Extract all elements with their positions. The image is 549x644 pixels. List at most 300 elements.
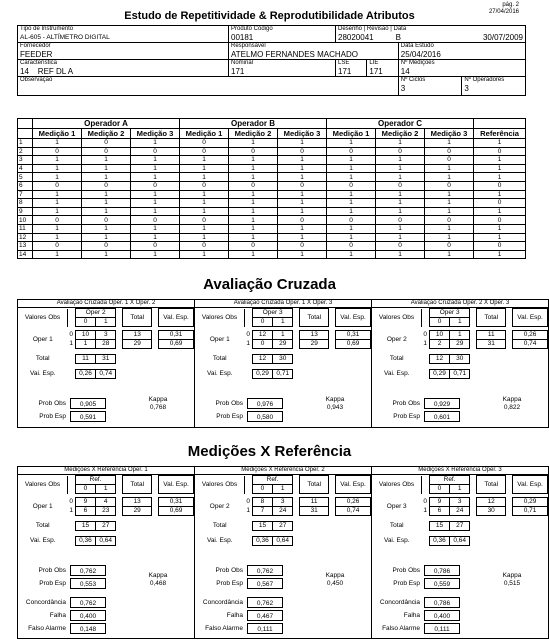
measurements-count-value: 14 — [400, 67, 410, 76]
row-number: 6 — [18, 181, 33, 190]
measurement-cell: 1 — [327, 190, 376, 199]
measurement-cell: 1 — [278, 139, 327, 148]
drawing-revision: B — [395, 33, 401, 42]
expected-cell: 0,74 — [96, 370, 116, 379]
measurement-cell: 0 — [327, 147, 376, 156]
panel-title: Avaliação Cruzada Oper. 2 X Oper. 3 — [372, 300, 548, 308]
measurement-cell: 0 — [180, 242, 229, 251]
expected-probability-value: 0,567 — [247, 578, 283, 589]
column-total: 15 — [429, 522, 449, 531]
lse-cell — [336, 60, 367, 76]
false-alarm-label: Falso Alarme — [382, 625, 420, 632]
contingency-table — [372, 475, 548, 546]
count-cell: 3 — [273, 498, 293, 507]
measurement-row — [18, 164, 526, 173]
row-number: 4 — [18, 164, 33, 173]
contingency-table — [18, 308, 194, 379]
row-operator-label: Oper 1 — [32, 335, 53, 343]
measurement-cell: 1 — [474, 156, 526, 165]
measurement-cell: 1 — [82, 173, 131, 182]
row-total: 13 — [300, 331, 329, 340]
column-zero: 0 — [75, 485, 95, 494]
measurement-cell: 1 — [33, 164, 82, 173]
kappa-block — [128, 572, 188, 588]
expected-cell: 0,29 — [252, 370, 272, 379]
column-total: 12 — [429, 355, 449, 364]
drawing-cell — [336, 26, 526, 43]
drawing-values — [338, 33, 523, 42]
study-header — [17, 25, 526, 96]
row-number: 1 — [18, 139, 33, 148]
ref-panel — [371, 466, 549, 639]
measurement-row — [18, 181, 526, 190]
operators-count-value: 3 — [464, 84, 469, 93]
agreement-value: 0,762 — [70, 597, 106, 608]
measurement-cell: 1 — [180, 164, 229, 173]
operator-group-header: Operador A — [33, 119, 180, 129]
measurement-column-header: Medição 1 — [327, 129, 376, 139]
measurement-cell: 1 — [131, 139, 180, 148]
expected-probability-value: 0,553 — [70, 578, 106, 589]
total-header: Total — [123, 309, 152, 327]
measurement-cell: 1 — [474, 173, 526, 182]
column-total: 12 — [252, 355, 272, 364]
measurement-cell: 1 — [327, 173, 376, 182]
measurement-row — [18, 147, 526, 156]
measurement-cell: 0 — [474, 199, 526, 208]
row-number: 5 — [18, 173, 33, 182]
measurement-cell: 0 — [278, 147, 327, 156]
count-cell: 10 — [75, 331, 95, 340]
column-operator-label: Oper 3 — [429, 309, 470, 318]
observed-probability-value: 0,976 — [247, 398, 283, 409]
row-operator-label: Oper 3 — [386, 502, 407, 510]
measurement-row — [18, 242, 526, 251]
column-one: 1 — [96, 318, 116, 327]
instrument-type-value: AL-605 - ALTÍMETRO DIGITAL — [20, 34, 110, 41]
print-date: 27/04/2016 — [488, 9, 519, 15]
observed-probability-value: 0,929 — [424, 398, 460, 409]
measurement-cell: 1 — [33, 139, 82, 148]
measurement-row — [18, 207, 526, 216]
measurement-cell: 1 — [474, 224, 526, 233]
lse-value: 171 — [338, 67, 352, 76]
measurement-cell: 1 — [229, 233, 278, 242]
measurement-cell: 0 — [425, 242, 474, 251]
miss-rate-value: 0,467 — [247, 610, 283, 621]
measurement-cell: 0 — [229, 181, 278, 190]
observation-cell — [18, 77, 399, 96]
measurement-column-header: Medição 3 — [425, 129, 474, 139]
observed-probability-label: Prob Obs — [392, 567, 420, 574]
measurement-cell: 0 — [327, 181, 376, 190]
observed-values-label: Valores Obs — [372, 309, 422, 327]
false-alarm-label: Falso Alarme — [28, 625, 66, 632]
measurement-cell: 1 — [180, 156, 229, 165]
measurement-cell: 1 — [425, 233, 474, 242]
miss-rate-label: Falha — [49, 612, 66, 619]
measurement-cell: 1 — [33, 250, 82, 259]
expected-probability-label: Prob Esp — [216, 413, 243, 420]
characteristic-cell — [18, 60, 229, 77]
measurement-column-header: Medição 1 — [33, 129, 82, 139]
measurement-cell: 1 — [376, 199, 425, 208]
row-expected: 0,69 — [159, 507, 194, 516]
expected-value-header: Val. Esp. — [159, 309, 194, 327]
column-zero: 0 — [429, 318, 449, 327]
kappa-block — [482, 572, 542, 588]
column-total: 31 — [96, 355, 116, 364]
measurement-cell: 0 — [82, 242, 131, 251]
kappa-value: 0,768 — [149, 404, 167, 411]
observed-probability-value: 0,786 — [424, 565, 460, 576]
observation-label: Observação — [20, 77, 53, 83]
measurement-cell: 0 — [180, 139, 229, 148]
measurement-cell: 1 — [180, 207, 229, 216]
measurement-cell: 1 — [33, 224, 82, 233]
expected-value-header: Val. Esp. — [336, 309, 371, 327]
kappa-label: Kappa — [325, 572, 345, 579]
measurement-cell: 1 — [33, 207, 82, 216]
agreement-label: Concordância — [379, 599, 420, 606]
reference-group-header — [474, 119, 526, 129]
measurement-cell: 0 — [180, 216, 229, 225]
column-zero: 0 — [75, 318, 95, 327]
measurements-count-cell — [398, 60, 525, 77]
total-header: Total — [300, 309, 329, 327]
measurement-cell: 1 — [425, 224, 474, 233]
cross-panel — [17, 299, 195, 428]
observed-probability-label: Prob Obs — [215, 567, 243, 574]
nominal-label: Nominal — [231, 60, 254, 66]
agreement-label: Concordância — [202, 599, 243, 606]
row-zero: 0 — [69, 498, 73, 505]
measurement-cell: 1 — [180, 199, 229, 208]
kappa-label: Kappa — [502, 572, 522, 579]
measurement-cell: 0 — [82, 147, 131, 156]
product-code-cell — [229, 26, 336, 43]
responsible-label: Responsável — [231, 43, 266, 49]
measurement-cell: 1 — [229, 224, 278, 233]
measurement-column-header: Medição 3 — [131, 129, 180, 139]
column-one: 1 — [273, 485, 293, 494]
expected-cell: 0,64 — [450, 537, 470, 546]
false-alarm-value: 0,111 — [247, 623, 283, 634]
limits-cell — [336, 60, 399, 77]
measurement-cell: 1 — [376, 190, 425, 199]
measurement-row — [18, 250, 526, 259]
reference-section-title: Medições X Referência — [187, 443, 352, 460]
cross-section-title: Avaliação Cruzada — [203, 276, 336, 293]
supplier-label: Fornecedor — [20, 43, 51, 49]
measurement-cell: 0 — [376, 216, 425, 225]
agreement-value: 0,786 — [424, 597, 460, 608]
measurement-cell: 1 — [376, 250, 425, 259]
count-cell: 23 — [96, 507, 116, 516]
kappa-value: 0,822 — [503, 404, 521, 411]
measurement-row — [18, 233, 526, 242]
measurement-column-header: Referência — [474, 129, 526, 139]
ref-panel — [194, 466, 372, 639]
observed-values-label: Valores Obs — [195, 476, 244, 494]
measurement-cell: 1 — [327, 199, 376, 208]
row-total: 30 — [477, 507, 506, 516]
row-expected: 0,26 — [513, 331, 548, 340]
measurement-cell: 1 — [131, 207, 180, 216]
measurement-cell: 1 — [180, 250, 229, 259]
measurement-cell: 0 — [474, 216, 526, 225]
expected-probability-value: 0,559 — [424, 578, 460, 589]
expected-cell: 0,64 — [273, 537, 293, 546]
total-label: Total — [35, 355, 50, 362]
expected-cell: 0,26 — [75, 370, 95, 379]
measurement-cell: 0 — [229, 147, 278, 156]
measurement-cell: 1 — [33, 190, 82, 199]
measurement-cell: 0 — [474, 147, 526, 156]
cycles-operators-cell — [398, 77, 525, 96]
row-total: 11 — [477, 331, 506, 340]
kappa-label: Kappa — [148, 396, 168, 403]
instrument-type-cell — [18, 26, 229, 43]
lie-label: LIE — [369, 60, 379, 66]
page-label: pág. 2 — [502, 2, 519, 8]
expected-cell: 0,71 — [273, 370, 293, 379]
measurement-cell: 1 — [474, 250, 526, 259]
observed-probability-value: 0,905 — [70, 398, 106, 409]
contingency-table — [372, 308, 548, 379]
measurement-row — [18, 224, 526, 233]
kappa-label: Kappa — [148, 572, 168, 579]
corner-cell — [18, 119, 33, 129]
count-cell: 6 — [429, 507, 449, 516]
observed-probability-value: 0,762 — [247, 565, 283, 576]
row-number: 13 — [18, 242, 33, 251]
total-header: Total — [477, 476, 506, 494]
row-operator-label: Oper 2 — [209, 502, 230, 510]
measurement-cell: 1 — [229, 139, 278, 148]
column-total: 11 — [75, 355, 95, 364]
row-expected: 0,31 — [159, 331, 194, 340]
measurement-cell: 1 — [229, 156, 278, 165]
measurement-cell: 1 — [376, 233, 425, 242]
measurement-cell: 1 — [278, 199, 327, 208]
row-zero: 0 — [423, 498, 427, 505]
total-label: Total — [212, 355, 227, 362]
measurement-cell: 0 — [33, 216, 82, 225]
observed-values-label: Valores Obs — [372, 476, 421, 494]
total-label: Total — [35, 522, 50, 529]
measurement-cell: 1 — [82, 250, 131, 259]
drawing-number: 28020041 — [338, 33, 374, 42]
measurement-cell: 1 — [131, 173, 180, 182]
count-cell: 6 — [75, 507, 95, 516]
measurement-cell: 1 — [180, 173, 229, 182]
observed-values-label: Valores Obs — [18, 309, 68, 327]
expected-value-label: Vai. Esp. — [29, 537, 56, 544]
measurement-cell: 0 — [425, 156, 474, 165]
expected-value-header: Val. Esp. — [336, 476, 371, 494]
responsible-value: ATELMO FERNANDES MACHADO — [231, 50, 358, 59]
expected-value-header: Val. Esp. — [513, 309, 548, 327]
row-one: 1 — [246, 340, 250, 347]
column-one: 1 — [273, 318, 293, 327]
column-operator-label: Ref. — [429, 476, 469, 485]
measurement-cell: 1 — [474, 164, 526, 173]
measurement-row — [18, 199, 526, 208]
cycles-label: Nº Ciclos — [400, 77, 426, 83]
lie-cell — [367, 60, 398, 76]
row-total: 29 — [300, 340, 329, 349]
agreement-label: Concordância — [25, 599, 66, 606]
cross-panel — [194, 299, 372, 428]
measurement-cell: 1 — [327, 224, 376, 233]
measurement-cell: 0 — [82, 181, 131, 190]
count-cell: 3 — [96, 331, 116, 340]
measurement-cell: 0 — [33, 242, 82, 251]
measurement-cell: 1 — [327, 156, 376, 165]
column-total: 15 — [75, 522, 95, 531]
row-one: 1 — [423, 340, 427, 347]
measurement-row — [18, 173, 526, 182]
drawing-date: 30/07/2009 — [482, 33, 523, 42]
measurement-cell: 0 — [327, 216, 376, 225]
count-cell: 29 — [273, 340, 293, 349]
contingency-table — [195, 475, 371, 546]
measurement-cell: 1 — [229, 216, 278, 225]
column-zero: 0 — [252, 485, 272, 494]
row-expected: 0,74 — [513, 340, 548, 349]
expected-probability-label: Prob Esp — [393, 580, 420, 587]
observed-probability-label: Prob Obs — [392, 400, 420, 407]
measurement-cell: 1 — [327, 139, 376, 148]
measurement-cell: 1 — [278, 173, 327, 182]
measurement-cell: 1 — [474, 233, 526, 242]
measurement-cell: 1 — [278, 190, 327, 199]
count-cell: 28 — [96, 340, 116, 349]
row-number: 10 — [18, 216, 33, 225]
observed-probability-value: 0,762 — [70, 565, 106, 576]
expected-value-label: Vai. Esp. — [383, 370, 410, 377]
measurement-cell: 0 — [131, 216, 180, 225]
measurement-cell: 1 — [131, 224, 180, 233]
total-label: Total — [389, 355, 404, 362]
expected-probability-label: Prob Esp — [393, 413, 420, 420]
column-one: 1 — [96, 485, 116, 494]
total-label: Total — [389, 522, 404, 529]
measurement-row — [18, 190, 526, 199]
study-date-value: 25/04/2016 — [400, 50, 441, 59]
miss-rate-value: 0,400 — [70, 610, 106, 621]
measurement-cell: 1 — [131, 190, 180, 199]
panel-title: Avaliação Cruzada Oper. 1 X Oper. 3 — [195, 300, 371, 308]
row-zero: 0 — [246, 498, 250, 505]
measurement-cell: 1 — [474, 139, 526, 148]
column-total: 30 — [450, 355, 470, 364]
agreement-value: 0,762 — [247, 597, 283, 608]
measurement-cell: 1 — [82, 207, 131, 216]
expected-cell: 0,71 — [450, 370, 470, 379]
measurement-cell: 0 — [278, 216, 327, 225]
measurement-cell: 0 — [278, 181, 327, 190]
row-one: 1 — [69, 507, 73, 514]
column-total: 30 — [273, 355, 293, 364]
count-cell: 9 — [75, 498, 95, 507]
measurement-cell: 0 — [425, 181, 474, 190]
observed-probability-label: Prob Obs — [38, 400, 66, 407]
false-alarm-value: 0,111 — [424, 623, 460, 634]
row-number: 2 — [18, 147, 33, 156]
operators-measurements-table — [17, 118, 526, 259]
measurement-cell: 0 — [180, 147, 229, 156]
measurement-cell: 1 — [229, 250, 278, 259]
expected-value-header: Val. Esp. — [159, 476, 194, 494]
measurement-cell: 0 — [180, 181, 229, 190]
miss-rate-label: Falha — [226, 612, 243, 619]
instrument-type-label: Tipo de Instrumento — [20, 26, 74, 32]
measurement-cell: 1 — [229, 207, 278, 216]
measurement-cell: 1 — [327, 207, 376, 216]
row-total: 29 — [123, 507, 152, 516]
measurement-cell: 1 — [229, 164, 278, 173]
measurement-column-header: Medição 3 — [278, 129, 327, 139]
measurement-cell: 0 — [474, 181, 526, 190]
column-zero: 0 — [252, 318, 272, 327]
row-expected: 0,69 — [336, 340, 371, 349]
measurement-cell: 1 — [229, 173, 278, 182]
measurement-cell: 0 — [376, 181, 425, 190]
measurement-column-header: Medição 2 — [376, 129, 425, 139]
kappa-value: 0,468 — [149, 580, 167, 587]
measurement-cell: 1 — [82, 164, 131, 173]
column-zero: 0 — [429, 485, 449, 494]
row-number: 7 — [18, 190, 33, 199]
row-number: 14 — [18, 250, 33, 259]
page-title: Estudo de Repetitividade & Reprodutibilidade Atributos — [124, 10, 415, 22]
measurement-cell: 0 — [327, 242, 376, 251]
row-total: 31 — [300, 507, 329, 516]
measurement-row — [18, 139, 526, 148]
kappa-label: Kappa — [502, 396, 522, 403]
measurement-cell: 1 — [229, 190, 278, 199]
count-cell: 12 — [252, 331, 272, 340]
measurement-cell: 1 — [180, 190, 229, 199]
operator-group-header: Operador C — [327, 119, 474, 129]
product-code-label: Produto Código — [231, 26, 273, 32]
column-operator-label: Ref. — [252, 476, 292, 485]
measurement-cell: 1 — [33, 233, 82, 242]
expected-value-label: Vai. Esp. — [206, 370, 233, 377]
measurement-cell: 0 — [376, 242, 425, 251]
expected-probability-label: Prob Esp — [39, 580, 66, 587]
count-cell: 24 — [450, 507, 470, 516]
expected-cell: 0,36 — [429, 537, 449, 546]
panel-title: Medições X Referência Oper. 3 — [372, 467, 548, 475]
measurement-cell: 1 — [33, 173, 82, 182]
count-cell: 9 — [429, 498, 449, 507]
measurement-cell: 0 — [229, 242, 278, 251]
row-total: 29 — [123, 340, 152, 349]
operators-count-cell — [462, 77, 525, 95]
operators-count-label: Nº Operadores — [464, 77, 505, 83]
row-total: 31 — [477, 340, 506, 349]
measurement-cell: 1 — [425, 250, 474, 259]
kappa-label: Kappa — [325, 396, 345, 403]
column-operator-label: Oper 3 — [252, 309, 293, 318]
measurement-cell: 0 — [425, 216, 474, 225]
count-cell: 8 — [252, 498, 272, 507]
measurement-cell: 1 — [376, 139, 425, 148]
measurement-column-header: Medição 2 — [82, 129, 131, 139]
